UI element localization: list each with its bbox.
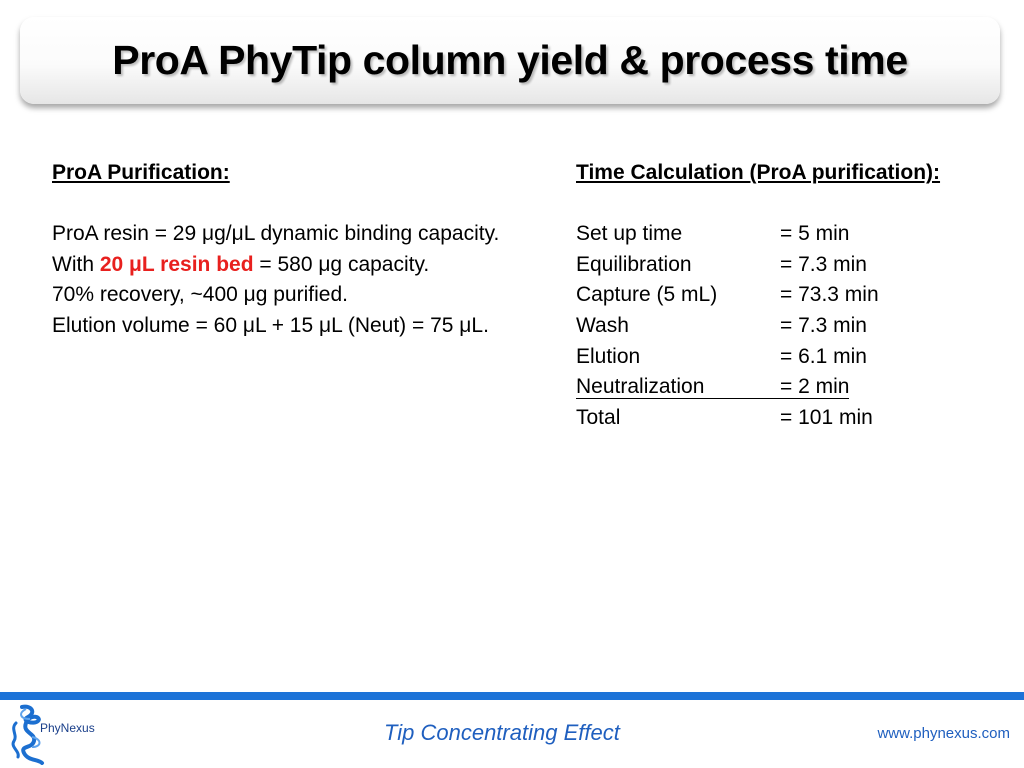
- time-calculation-heading: Time Calculation (ProA purification):: [576, 161, 941, 184]
- time-row-label: Elution: [576, 344, 641, 368]
- time-row-value: = 5 min: [780, 222, 850, 246]
- time-row-label: Total: [576, 405, 621, 429]
- footer-bar: [0, 692, 1024, 700]
- time-calculation-section: [576, 158, 1006, 433]
- slide-title: ProA PhyTip column yield & process time: [112, 37, 908, 83]
- time-row-neutralization: [576, 372, 1006, 403]
- time-row-value: = 7.3 min: [780, 252, 867, 276]
- time-row-value: = 101 min: [780, 405, 873, 429]
- time-row-label: Set up time: [576, 222, 683, 246]
- time-row-total: [576, 403, 1006, 434]
- time-row-setup: [576, 219, 1006, 250]
- time-row-elution: [576, 342, 1006, 373]
- resin-bed-prefix: With: [52, 252, 100, 276]
- resin-capacity-line: ProA resin = 29 μg/μL dynamic binding capacity.: [52, 222, 500, 246]
- time-row-label: Neutralization: [576, 375, 705, 399]
- time-row-value: = 7.3 min: [780, 313, 867, 337]
- time-row-value: = 6.1 min: [780, 344, 867, 368]
- proa-purification-heading: ProA Purification:: [52, 161, 230, 184]
- time-row-wash: [576, 311, 1006, 342]
- time-row-capture: [576, 280, 1006, 311]
- neutralization-underline: [576, 375, 849, 399]
- spacer: [576, 189, 1006, 220]
- spacer: [52, 189, 572, 220]
- website-link[interactable]: www.phynexus.com: [877, 725, 1010, 742]
- time-row-label: Wash: [576, 313, 629, 337]
- logo-text: PhyNexus: [40, 721, 95, 735]
- time-row-equilibration: [576, 250, 1006, 281]
- title-banner: [20, 17, 1000, 104]
- time-row-label: Capture (5 mL): [576, 283, 718, 307]
- time-row-value: = 73.3 min: [780, 283, 879, 307]
- time-row-value: = 2 min: [780, 375, 850, 399]
- elution-volume-line: Elution volume = 60 μL + 15 μL (Neut) = 75 μL.: [52, 313, 489, 337]
- proa-purification-section: [52, 158, 572, 342]
- phynexus-logo: [8, 703, 118, 765]
- resin-bed-highlight: 20 μL resin bed: [99, 252, 254, 276]
- resin-bed-suffix: = 580 μg capacity.: [253, 252, 430, 276]
- resin-bed-line: [52, 250, 572, 281]
- time-row-label: Equilibration: [576, 252, 692, 276]
- footer-tagline: Tip Concentrating Effect: [384, 720, 620, 745]
- recovery-line: 70% recovery, ~400 μg purified.: [52, 283, 348, 307]
